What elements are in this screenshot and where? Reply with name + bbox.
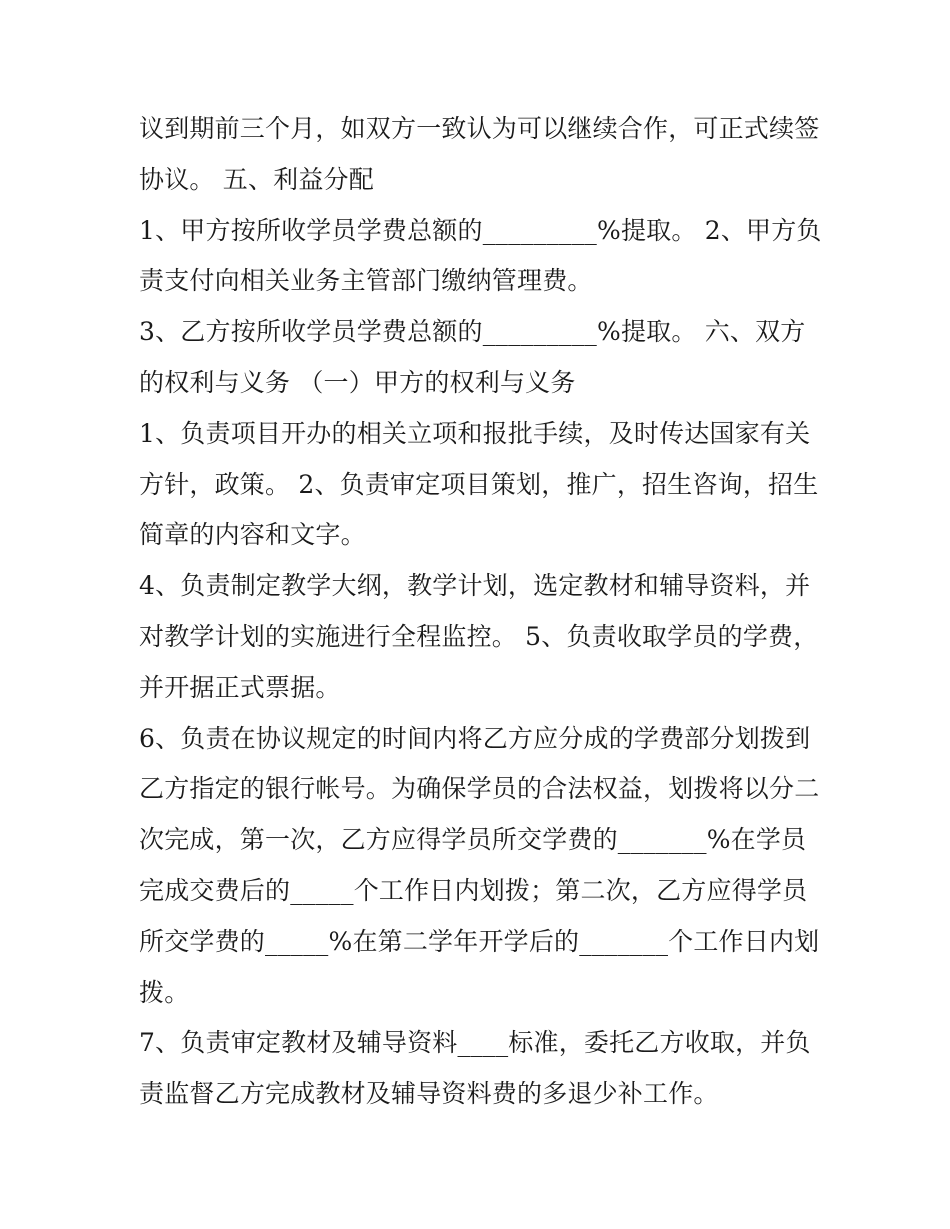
text-line: 并开据正式票据。 <box>139 672 341 702</box>
text-line: 乙方指定的银行帐号。为确保学员的合法权益，划拨将以分二 <box>139 774 820 804</box>
text-line: 责支付向相关业务主管部门缴纳管理费。 <box>139 266 593 296</box>
text-line: 协议。 五、利益分配 <box>139 164 374 194</box>
text-line: 拨。 <box>139 977 190 1007</box>
text-line: 方针，政策。 2、负责审定项目策划，推广，招生咨询，招生 <box>139 469 819 499</box>
text-line: 简章的内容和文字。 <box>139 520 366 550</box>
text-line: 1、甲方按所收学员学费总额的_________%提取。 2、甲方负 <box>139 215 822 245</box>
text-line: 次完成，第一次，乙方应得学员所交学费的_______%在学员 <box>139 825 807 855</box>
text-line: 7、负责审定教材及辅导资料____标准，委托乙方收取，并负 <box>139 1028 811 1058</box>
text-line: 所交学费的_____%在第二学年开学后的_______个工作日内划 <box>139 926 820 956</box>
text-line: 对教学计划的实施进行全程监控。 5、负责收取学员的学费， <box>139 621 819 651</box>
text-line: 4、负责制定教学大纲，教学计划，选定教材和辅导资料，并 <box>139 571 811 601</box>
text-line: 1、负责项目开办的相关立项和报批手续，及时传达国家有关 <box>139 418 811 448</box>
text-line: 完成交费后的_____个工作日内划拨；第二次，乙方应得学员 <box>139 875 808 905</box>
text-line: 议到期前三个月，如双方一致认为可以继续合作，可正式续签 <box>139 114 820 143</box>
text-line: 6、负责在协议规定的时间内将乙方应分成的学费部分划拨到 <box>139 723 811 753</box>
text-line: 3、乙方按所收学员学费总额的_________%提取。 六、双方 <box>139 317 806 347</box>
text-line: 的权利与义务 （一）甲方的权利与义务 <box>139 367 576 397</box>
document-body <box>139 104 822 1120</box>
text-line: 责监督乙方完成教材及辅导资料费的多退少补工作。 <box>139 1079 719 1109</box>
